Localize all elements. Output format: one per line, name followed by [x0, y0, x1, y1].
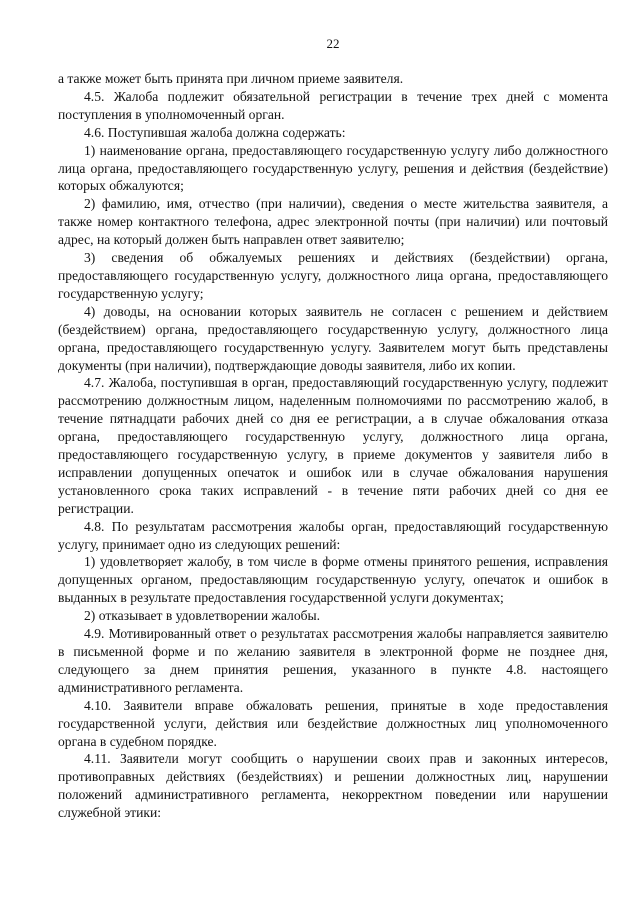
- document-body: [58, 70, 608, 822]
- paragraph-4-6-item-4: 4) доводы, на основании которых заявитель не согласен с решением и действием (бездействием) органа, предоставляющего государственную услугу, должностного лица органа, предоставляющего государственную услугу. Заявителем могут быть представлены документы (при наличии), подтверждающие доводы заявителя, либо их копии.: [58, 303, 608, 373]
- paragraph-4-7: 4.7. Жалоба, поступившая в орган, предоставляющий государственную услугу, подлежит рассмотрению должностным лицом, наделенным полномочиями по рассмотрению жалоб, в течение пятнадцати рабочих дней со дня ее регистрации, а в случае обжалования отказа органа, предоставляющего государственную услугу, должностного лица органа, предоставляющего государственную услугу, в приеме документов у заявителя либо в исправлении допущенных опечаток и ошибок или в случае обжалования нарушения установленного срока таких исправлений - в течение пяти рабочих дней со дня ее регистрации.: [58, 375, 608, 516]
- paragraph-4-8-item-2: 2) отказывает в удовлетворении жалобы.: [84, 608, 321, 624]
- paragraph-4-9: 4.9. Мотивированный ответ о результатах рассмотрения жалобы направляется заявителю в письменной форме и по желанию заявителя в электронной форме не позднее дня, следующего за днем принятия решения, указанного в пункте 4.8. настоящего административного регламента.: [58, 626, 608, 695]
- paragraph-4-8: 4.8. По результатам рассмотрения жалобы орган, предоставляющий государственную услугу, принимает одно из следующих решений:: [58, 518, 608, 552]
- paragraph-4-6-item-2: 2) фамилию, имя, отчество (при наличии), сведения о месте жительства заявителя, а также номер контактного телефона, адрес электронной почты (при наличии) или почтовый адрес, на который должен быть направлен ответ заявителю;: [58, 196, 608, 248]
- paragraph-4-8-item-1: 1) удовлетворяет жалобу, в том числе в форме отмены принятого решения, исправления допущенных органом, предоставляющим государственную услугу, опечаток и ошибок в выданных в результате предоставления государственной услуги документах;: [58, 554, 608, 606]
- paragraph-continuation: а также может быть принята при личном приеме заявителя.: [58, 71, 404, 86]
- paragraph-4-11: 4.11. Заявители могут сообщить о нарушении своих прав и законных интересов, противоправных действиях (бездействиях) и решении должностных лиц, нарушении положений административного регламента, некорректном поведении или нарушении служебной этики:: [58, 751, 608, 821]
- paragraph-4-6-item-1: 1) наименование органа, предоставляющего государственную услугу либо должностного лица органа, предоставляющего государственную услугу, решения и действия (бездействие) которых обжалуются;: [58, 142, 608, 194]
- page-number: 22: [326, 36, 340, 51]
- paragraph-4-10: 4.10. Заявители вправе обжаловать решения, принятые в ходе предоставления государственной услуги, действия или бездействие должностных лиц уполномоченного органа в судебном порядке.: [58, 697, 608, 749]
- paragraph-4-6: 4.6. Поступившая жалоба должна содержать:: [84, 124, 346, 140]
- paragraph-4-5: 4.5. Жалоба подлежит обязательной регистрации в течение трех дней с момента поступления в уполномоченный орган.: [58, 88, 608, 122]
- paragraph-4-6-item-3: 3) сведения об обжалуемых решениях и действиях (бездействии) органа, предоставляющего государственную услугу, должностного лица органа, предоставляющего государственную услугу;: [58, 250, 608, 301]
